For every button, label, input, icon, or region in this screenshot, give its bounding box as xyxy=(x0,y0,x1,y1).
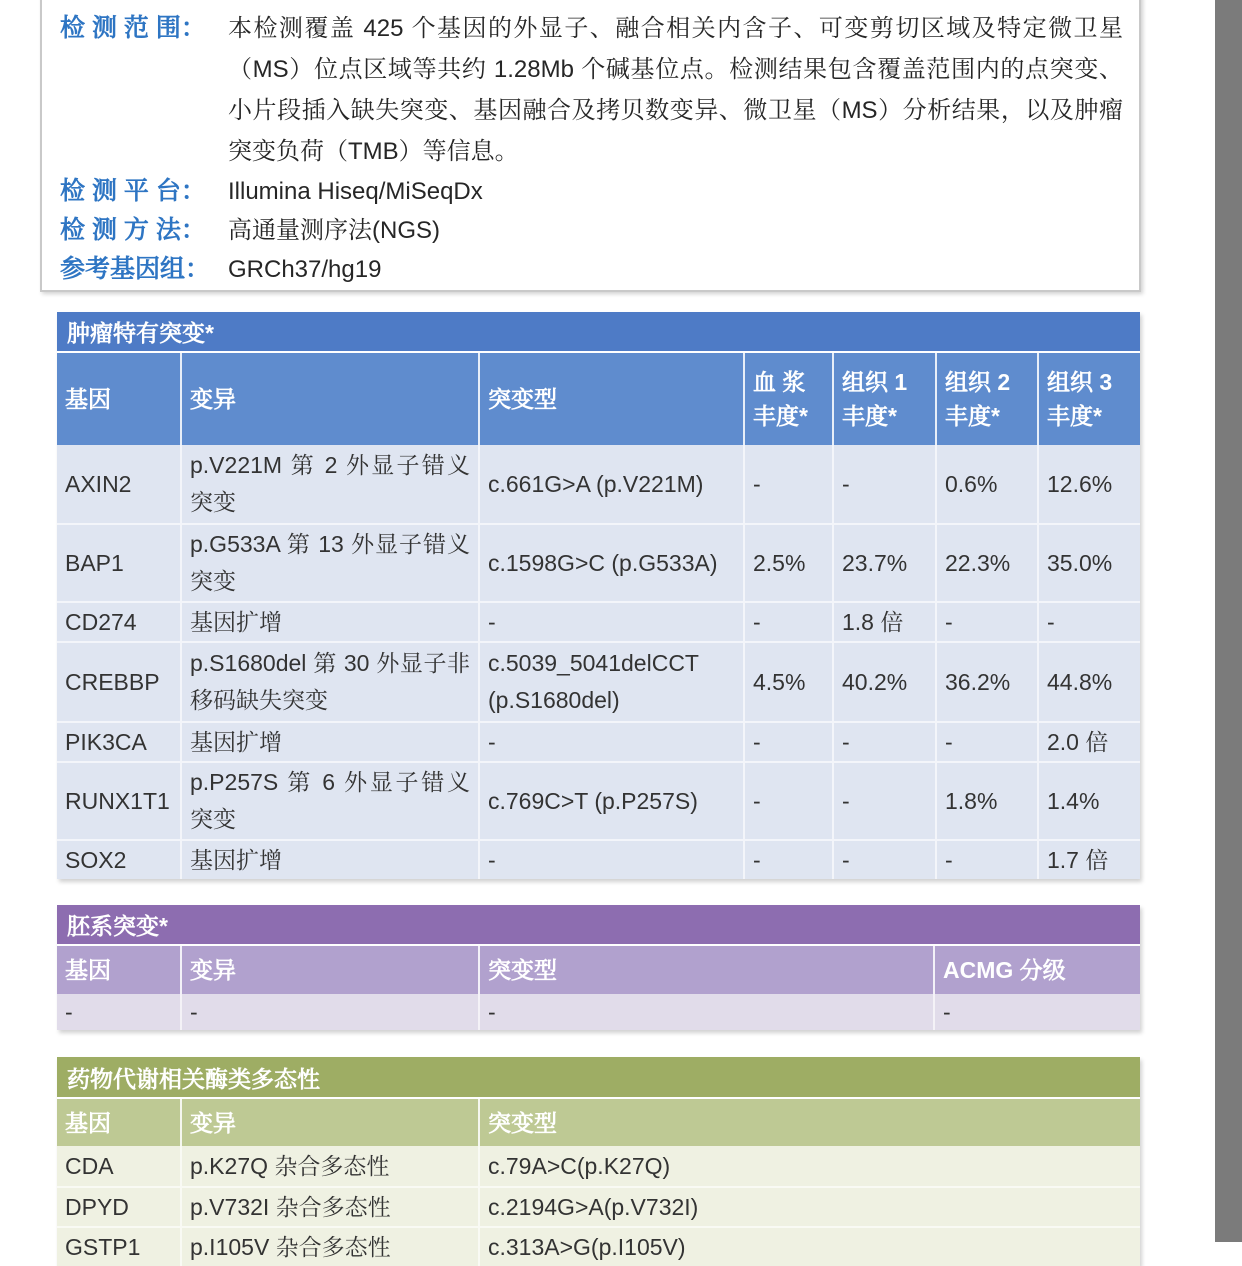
cell-variant: p.V221M 第 2 外显子错义突变 xyxy=(182,445,480,523)
tumor-table-body xyxy=(57,445,1140,879)
cell-variant: p.K27Q 杂合多态性 xyxy=(182,1146,480,1186)
cell-tissue2: 0.6% xyxy=(937,445,1039,523)
cell-mutation: - xyxy=(480,723,745,761)
cell-variant: 基因扩增 xyxy=(182,603,480,641)
test-info-box xyxy=(40,0,1141,292)
col-tissue1-abundance xyxy=(834,353,937,445)
method-label: 检 测 方 法： xyxy=(60,216,206,244)
method-value: 高通量测序法(NGS) xyxy=(228,217,440,244)
cell-tissue2: - xyxy=(937,841,1039,879)
enzyme-polymorphism-table xyxy=(57,1057,1140,1266)
table-row xyxy=(57,761,1140,839)
cell-tissue1: 23.7% xyxy=(834,525,937,601)
cell-plasma: - xyxy=(745,445,834,523)
cell-plasma: - xyxy=(745,723,834,761)
tumor-mutations-table xyxy=(57,312,1140,879)
info-field-method xyxy=(60,211,1123,250)
cell-tissue3: 35.0% xyxy=(1047,549,1113,576)
col-plasma-line1: 血 浆 xyxy=(753,369,806,395)
cell-tissue3: 2.0 倍 xyxy=(1047,728,1109,755)
cell-variant: p.P257S 第 6 外显子错义突变 xyxy=(182,763,480,839)
col-mutation: 突变型 xyxy=(480,946,935,994)
col-gene: 基因 xyxy=(57,353,182,445)
cell-gene: CREBBP xyxy=(57,643,182,721)
table-row xyxy=(57,601,1140,641)
col-tissue1-line1: 组织 1 xyxy=(842,369,908,395)
enzyme-table-body xyxy=(57,1146,1140,1266)
cell-tissue3: - xyxy=(1047,608,1055,635)
cell-tissue1: 40.2% xyxy=(834,643,937,721)
cell-plasma: 4.5% xyxy=(745,643,834,721)
cell-mutation: c.313A>G(p.I105V) xyxy=(488,1233,686,1260)
table-row xyxy=(57,1226,1140,1266)
germline-mutations-table xyxy=(57,905,1140,1030)
cell-mutation: - xyxy=(480,603,745,641)
col-variant: 变异 xyxy=(182,946,480,994)
cell-gene: AXIN2 xyxy=(57,445,182,523)
col-mutation: 突变型 xyxy=(488,1109,557,1136)
platform-value: Illumina Hiseq/MiSeqDx xyxy=(228,178,483,205)
cell-tissue1: - xyxy=(834,723,937,761)
cell-variant: p.V732I 杂合多态性 xyxy=(182,1188,480,1226)
genome-label: 参考基因组： xyxy=(60,255,211,283)
page-gutter xyxy=(1215,0,1242,1242)
cell-gene: RUNX1T1 xyxy=(57,763,182,839)
cell-variant: p.S1680del 第 30 外显子非移码缺失突变 xyxy=(182,643,480,721)
cell-plasma: - xyxy=(745,841,834,879)
cell-mutation: - xyxy=(480,994,935,1030)
cell-tissue3: 1.4% xyxy=(1047,787,1100,814)
table-row xyxy=(57,994,1140,1030)
col-tissue2-line1: 组织 2 xyxy=(945,369,1011,395)
cell-tissue2: 1.8% xyxy=(937,763,1039,839)
col-tissue2-abundance xyxy=(937,353,1039,445)
tumor-table-header xyxy=(57,353,1140,445)
col-variant: 变异 xyxy=(182,1099,480,1146)
col-mutation: 突变型 xyxy=(480,353,745,445)
table-row xyxy=(57,445,1140,523)
cell-plasma: - xyxy=(745,763,834,839)
scope-value: 本检测覆盖 425 个基因的外显子、融合相关内含子、可变剪切区域及特定微卫星（MS）位点区域等共约 1.28Mb 个碱基位点。检测结果包含覆盖范围内的点突变、小片段插入缺失突变、基因融合及拷贝数变异、微卫星（MS）分析结果，以及肿瘤突变负荷（TMB）等信息。 xyxy=(228,15,1123,165)
cell-gene: BAP1 xyxy=(57,525,182,601)
cell-variant: 基因扩增 xyxy=(182,841,480,879)
cell-mutation: c.79A>C(p.K27Q) xyxy=(488,1152,671,1179)
table-row xyxy=(57,1146,1140,1186)
cell-mutation: - xyxy=(480,841,745,879)
col-variant: 变异 xyxy=(182,353,480,445)
col-gene: 基因 xyxy=(57,946,182,994)
col-tissue2-line2: 丰度* xyxy=(945,403,1000,429)
col-plasma-abundance xyxy=(745,353,834,445)
germline-table-body xyxy=(57,994,1140,1030)
col-plasma-line2: 丰度* xyxy=(753,403,808,429)
cell-variant: 基因扩增 xyxy=(182,723,480,761)
cell-plasma: - xyxy=(745,603,834,641)
cell-tissue2: - xyxy=(937,603,1039,641)
genome-value: GRCh37/hg19 xyxy=(228,256,382,283)
tumor-table-title: 肿瘤特有突变* xyxy=(57,312,1140,351)
cell-variant: p.G533A 第 13 外显子错义突变 xyxy=(182,525,480,601)
scope-label: 检 测 范 围： xyxy=(60,14,206,42)
cell-mutation: c.2194G>A(p.V732I) xyxy=(488,1193,699,1220)
cell-tissue2: 22.3% xyxy=(937,525,1039,601)
cell-variant: p.I105V 杂合多态性 xyxy=(182,1228,480,1266)
cell-acmg: - xyxy=(943,998,951,1025)
cell-tissue2: 36.2% xyxy=(937,643,1039,721)
col-acmg: ACMG 分级 xyxy=(943,957,1066,983)
col-gene: 基因 xyxy=(57,1099,182,1146)
germline-table-header xyxy=(57,946,1140,994)
table-row xyxy=(57,839,1140,879)
table-row xyxy=(57,641,1140,721)
table-row xyxy=(57,721,1140,761)
cell-gene: CDA xyxy=(57,1146,182,1186)
cell-mutation: c.769C>T (p.P257S) xyxy=(480,763,745,839)
col-tissue3-abundance xyxy=(1039,353,1140,445)
cell-gene: DPYD xyxy=(57,1188,182,1226)
info-field-platform xyxy=(60,172,1123,211)
col-tissue3-line2: 丰度* xyxy=(1047,403,1102,429)
cell-tissue1: 1.8 倍 xyxy=(834,603,937,641)
germline-table-title: 胚系突变* xyxy=(57,905,1140,944)
cell-mutation: c.5039_5041delCCT (p.S1680del) xyxy=(480,643,745,721)
platform-label: 检 测 平 台： xyxy=(60,177,206,205)
cell-mutation: c.1598G>C (p.G533A) xyxy=(480,525,745,601)
cell-gene: SOX2 xyxy=(57,841,182,879)
cell-gene: PIK3CA xyxy=(57,723,182,761)
cell-variant: - xyxy=(182,994,480,1030)
cell-gene: GSTP1 xyxy=(57,1228,182,1266)
col-tissue1-line2: 丰度* xyxy=(842,403,897,429)
enzyme-table-header xyxy=(57,1099,1140,1146)
enzyme-table-title: 药物代谢相关酶类多态性 xyxy=(57,1057,1140,1097)
cell-tissue3: 44.8% xyxy=(1047,668,1113,695)
cell-gene: CD274 xyxy=(57,603,182,641)
cell-gene: - xyxy=(57,994,182,1030)
cell-tissue1: - xyxy=(834,445,937,523)
cell-tissue1: - xyxy=(834,763,937,839)
col-tissue3-line1: 组织 3 xyxy=(1047,369,1113,395)
cell-plasma: 2.5% xyxy=(745,525,834,601)
cell-tissue1: - xyxy=(834,841,937,879)
cell-tissue2: - xyxy=(937,723,1039,761)
table-row xyxy=(57,1186,1140,1226)
table-row xyxy=(57,523,1140,601)
info-field-genome xyxy=(60,250,1123,289)
cell-tissue3: 1.7 倍 xyxy=(1047,846,1109,873)
cell-mutation: c.661G>A (p.V221M) xyxy=(480,445,745,523)
info-field-scope xyxy=(60,8,1123,172)
cell-tissue3: 12.6% xyxy=(1047,470,1113,497)
